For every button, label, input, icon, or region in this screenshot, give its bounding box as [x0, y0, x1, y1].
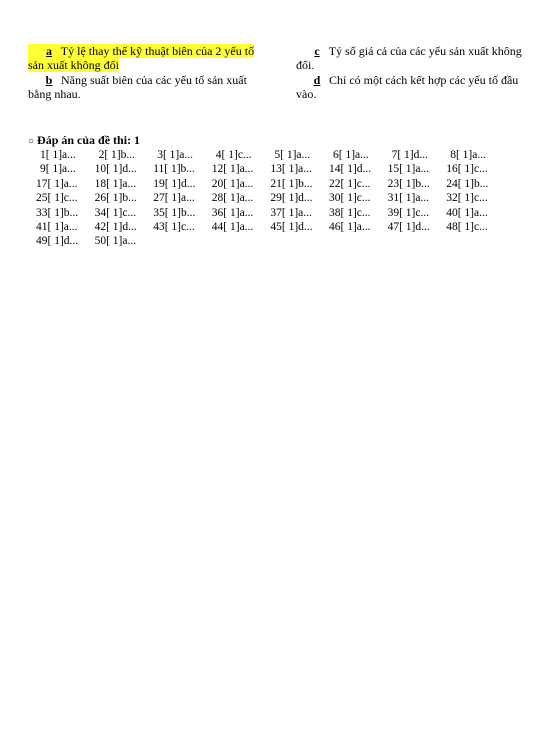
option-d-text-line1: Chỉ có một cách kết hợp các yếu tố đầu — [329, 73, 519, 87]
answer-key-item: 18[ 1]a... — [94, 177, 137, 190]
option-d — [296, 73, 538, 101]
answer-key-item: 32[ 1]c... — [446, 192, 488, 205]
answer-key-item: 1[ 1]a... — [40, 149, 76, 161]
answer-key-item: 26[ 1]b... — [94, 192, 137, 205]
answer-key-item: 13[ 1]a... — [270, 163, 312, 176]
option-c-text-line1: Tỷ số giá cả của các yếu sản xuất không — [328, 44, 522, 58]
answer-key-item: 38[ 1]c... — [329, 206, 371, 219]
answer-key-item: 16[ 1]c... — [446, 163, 488, 176]
option-b-letter: b — [45, 73, 53, 87]
answer-key-item: 44[ 1]a... — [211, 221, 254, 233]
answer-key-item: 45[ 1]d... — [270, 221, 313, 233]
answer-key-item: 20[ 1]a... — [211, 177, 254, 190]
answer-key-item: 43[ 1]c... — [153, 221, 195, 233]
answer-key-item: 34[ 1]c... — [94, 206, 137, 219]
answer-key-item: 4[ 1]c... — [215, 149, 252, 161]
answer-key-item: 27[ 1]a... — [153, 192, 195, 205]
answer-key-item: 46[ 1]a... — [329, 221, 371, 233]
answer-key-item: 9[ 1]a... — [40, 163, 76, 176]
option-b-text-line1: Năng suất biên của các yếu tố sản xuất — [61, 73, 247, 87]
answer-key-item: 5[ 1]a... — [274, 149, 311, 161]
option-d-text-line2: vào. — [296, 87, 317, 101]
answer-key-item: 8[ 1]a... — [450, 149, 486, 161]
answer-key-item: 19[ 1]d... — [153, 177, 196, 190]
answer-key-item: 7[ 1]d... — [391, 149, 429, 161]
answer-key-item: 23[ 1]b... — [387, 177, 430, 190]
option-a — [28, 44, 278, 72]
option-d-letter: d — [313, 73, 321, 87]
answer-key-item: 33[ 1]b... — [36, 206, 79, 219]
answer-key-item: 11[ 1]b... — [153, 163, 195, 176]
answer-key-item: 39[ 1]c... — [387, 206, 430, 219]
answer-key-item: 2[ 1]b... — [98, 149, 136, 161]
answer-key-item: 21[ 1]b... — [270, 177, 313, 190]
answer-key-item: 36[ 1]a... — [211, 206, 254, 219]
answer-key-title: Đáp án của đề thi: 1 — [37, 133, 141, 147]
answer-key-item: 10[ 1]d... — [94, 163, 137, 176]
answer-key-item: 30[ 1]c... — [329, 192, 371, 205]
answer-key-item: 35[ 1]b... — [153, 206, 196, 219]
answer-key-item: 15[ 1]a... — [387, 163, 430, 176]
answer-key-item: 12[ 1]a... — [211, 163, 254, 176]
answer-key-item: 6[ 1]a... — [333, 149, 369, 161]
answer-key-item: 50[ 1]a... — [94, 235, 137, 248]
answer-key-item: 47[ 1]d... — [387, 221, 430, 233]
option-a-highlight — [28, 44, 254, 58]
option-c — [296, 44, 538, 72]
option-a-text-line2: sản xuất không đổi — [28, 58, 119, 72]
option-c-letter: c — [314, 44, 320, 58]
answer-key-item: 49[ 1]d... — [36, 235, 79, 248]
answer-key-heading — [28, 133, 140, 148]
answer-key-item: 42[ 1]d... — [94, 221, 137, 233]
bullet-icon: ○ — [28, 136, 35, 147]
answer-key-item: 25[ 1]c... — [36, 192, 78, 205]
answer-key-item: 28[ 1]a... — [211, 192, 254, 205]
answer-key-item: 40[ 1]a... — [446, 206, 488, 219]
answer-key-item: 3[ 1]a... — [157, 149, 193, 161]
option-b-text-line2: bằng nhau. — [28, 87, 81, 101]
answer-key-item: 14[ 1]d... — [329, 163, 372, 176]
answer-key-item: 41[ 1]a... — [36, 221, 78, 233]
answer-key-item: 24[ 1]b... — [446, 177, 489, 190]
option-b — [28, 73, 278, 101]
answer-key-item: 22[ 1]c... — [329, 177, 371, 190]
option-c-text-line2: đổi. — [296, 58, 315, 72]
answer-key-item: 48[ 1]c... — [446, 221, 488, 233]
answer-key-item: 17[ 1]a... — [36, 177, 78, 190]
answer-key-item: 37[ 1]a... — [270, 206, 312, 219]
option-a-text-line1: Tỷ lệ thay thế kỹ thuật biên của 2 yếu tố — [60, 44, 255, 58]
answer-key-item: 31[ 1]a... — [387, 192, 430, 205]
option-a-letter: a — [46, 44, 52, 58]
answer-key-item: 29[ 1]d... — [270, 192, 313, 205]
